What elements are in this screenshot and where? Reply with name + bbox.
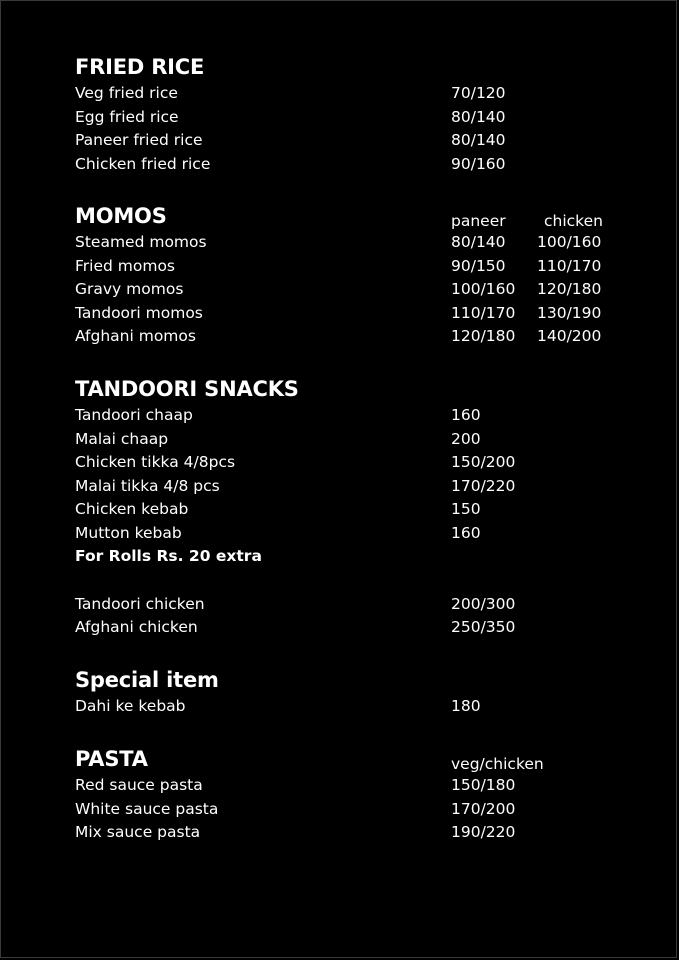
menu-item bbox=[75, 325, 635, 349]
item-price-paneer: 120/180 bbox=[451, 327, 516, 345]
item-name: Afghani chicken bbox=[75, 618, 198, 636]
menu-item bbox=[75, 498, 635, 522]
menu-item bbox=[75, 255, 635, 279]
item-name: Gravy momos bbox=[75, 280, 184, 298]
section-fried-rice bbox=[75, 52, 635, 176]
item-name: Afghani momos bbox=[75, 327, 196, 345]
menu-item bbox=[75, 231, 635, 255]
item-name: Tandoori chicken bbox=[75, 594, 205, 613]
menu-item bbox=[75, 593, 635, 617]
section-title-text: PASTA bbox=[75, 747, 148, 771]
item-name: Mix sauce pasta bbox=[75, 823, 201, 841]
item-name: Tandoori chaap bbox=[75, 406, 193, 424]
section-momos bbox=[75, 201, 635, 349]
menu-item bbox=[75, 404, 635, 428]
column-header-veg-chicken: veg/chicken bbox=[451, 755, 544, 773]
item-name: Malai tikka 4/8 pcs bbox=[75, 476, 220, 495]
menu-item bbox=[75, 302, 635, 326]
item-price: 170/200 bbox=[451, 799, 516, 818]
menu-item bbox=[75, 106, 635, 130]
menu-item bbox=[75, 82, 635, 106]
item-name: Red sauce pasta bbox=[75, 776, 203, 794]
item-price: 200 bbox=[451, 429, 481, 448]
spacer bbox=[75, 569, 635, 593]
item-price: 90/160 bbox=[451, 154, 506, 173]
menu-item bbox=[75, 451, 635, 475]
item-price-chicken: 110/170 bbox=[537, 256, 602, 275]
menu-item bbox=[75, 278, 635, 302]
menu-item bbox=[75, 428, 635, 452]
section-pasta bbox=[75, 744, 635, 845]
item-price: 180 bbox=[451, 697, 481, 715]
item-price-paneer: 100/160 bbox=[451, 280, 516, 298]
item-price-paneer: 90/150 bbox=[451, 256, 506, 275]
item-price: 200/300 bbox=[451, 594, 516, 613]
section-title-text: MOMOS bbox=[75, 204, 167, 228]
item-name: Veg fried rice bbox=[75, 84, 178, 102]
item-name: Paneer fried rice bbox=[75, 131, 203, 149]
menu-item bbox=[75, 129, 635, 153]
item-price: 160 bbox=[451, 523, 481, 542]
menu-item bbox=[75, 616, 635, 640]
item-price-chicken: 140/200 bbox=[537, 327, 602, 345]
item-price: 80/140 bbox=[451, 131, 506, 149]
section-tandoori-snacks bbox=[75, 374, 635, 640]
column-header-paneer: paneer bbox=[451, 212, 506, 230]
item-name: Fried momos bbox=[75, 256, 176, 275]
section-special-item bbox=[75, 665, 635, 719]
section-title: Special item bbox=[75, 668, 219, 692]
section-title: TANDOORI SNACKS bbox=[75, 377, 299, 401]
menu-item bbox=[75, 774, 635, 798]
item-price-chicken: 130/190 bbox=[537, 303, 602, 322]
section-title: FRIED RICE bbox=[75, 55, 205, 79]
rolls-note: For Rolls Rs. 20 extra bbox=[75, 547, 262, 565]
item-name: Chicken tikka 4/8pcs bbox=[75, 453, 236, 471]
item-price: 170/220 bbox=[451, 476, 516, 495]
column-header-chicken: chicken bbox=[544, 212, 603, 230]
item-name: Steamed momos bbox=[75, 233, 207, 251]
item-price: 150/200 bbox=[451, 453, 516, 471]
item-price-paneer: 80/140 bbox=[451, 233, 506, 251]
menu-item bbox=[75, 522, 635, 546]
menu-item bbox=[75, 153, 635, 177]
item-price: 160 bbox=[451, 406, 481, 424]
item-name: Chicken fried rice bbox=[75, 154, 211, 173]
item-name: White sauce pasta bbox=[75, 799, 219, 818]
item-price: 80/140 bbox=[451, 107, 506, 126]
item-price: 250/350 bbox=[451, 618, 516, 636]
item-name: Mutton kebab bbox=[75, 523, 182, 542]
item-price: 150 bbox=[451, 500, 481, 518]
item-name: Tandoori momos bbox=[75, 303, 203, 322]
item-price: 70/120 bbox=[451, 84, 506, 102]
item-name: Chicken kebab bbox=[75, 500, 189, 518]
menu-item bbox=[75, 695, 635, 719]
item-price-chicken: 120/180 bbox=[537, 280, 602, 298]
menu-item bbox=[75, 475, 635, 499]
item-price: 150/180 bbox=[451, 776, 516, 794]
item-price-chicken: 100/160 bbox=[537, 233, 602, 251]
item-name: Dahi ke kebab bbox=[75, 697, 186, 715]
section-title bbox=[75, 201, 635, 231]
item-price: 190/220 bbox=[451, 823, 516, 841]
menu-item bbox=[75, 798, 635, 822]
item-name: Malai chaap bbox=[75, 429, 169, 448]
menu-item bbox=[75, 821, 635, 845]
item-price-paneer: 110/170 bbox=[451, 303, 516, 322]
section-title bbox=[75, 744, 635, 774]
item-name: Egg fried rice bbox=[75, 107, 179, 126]
